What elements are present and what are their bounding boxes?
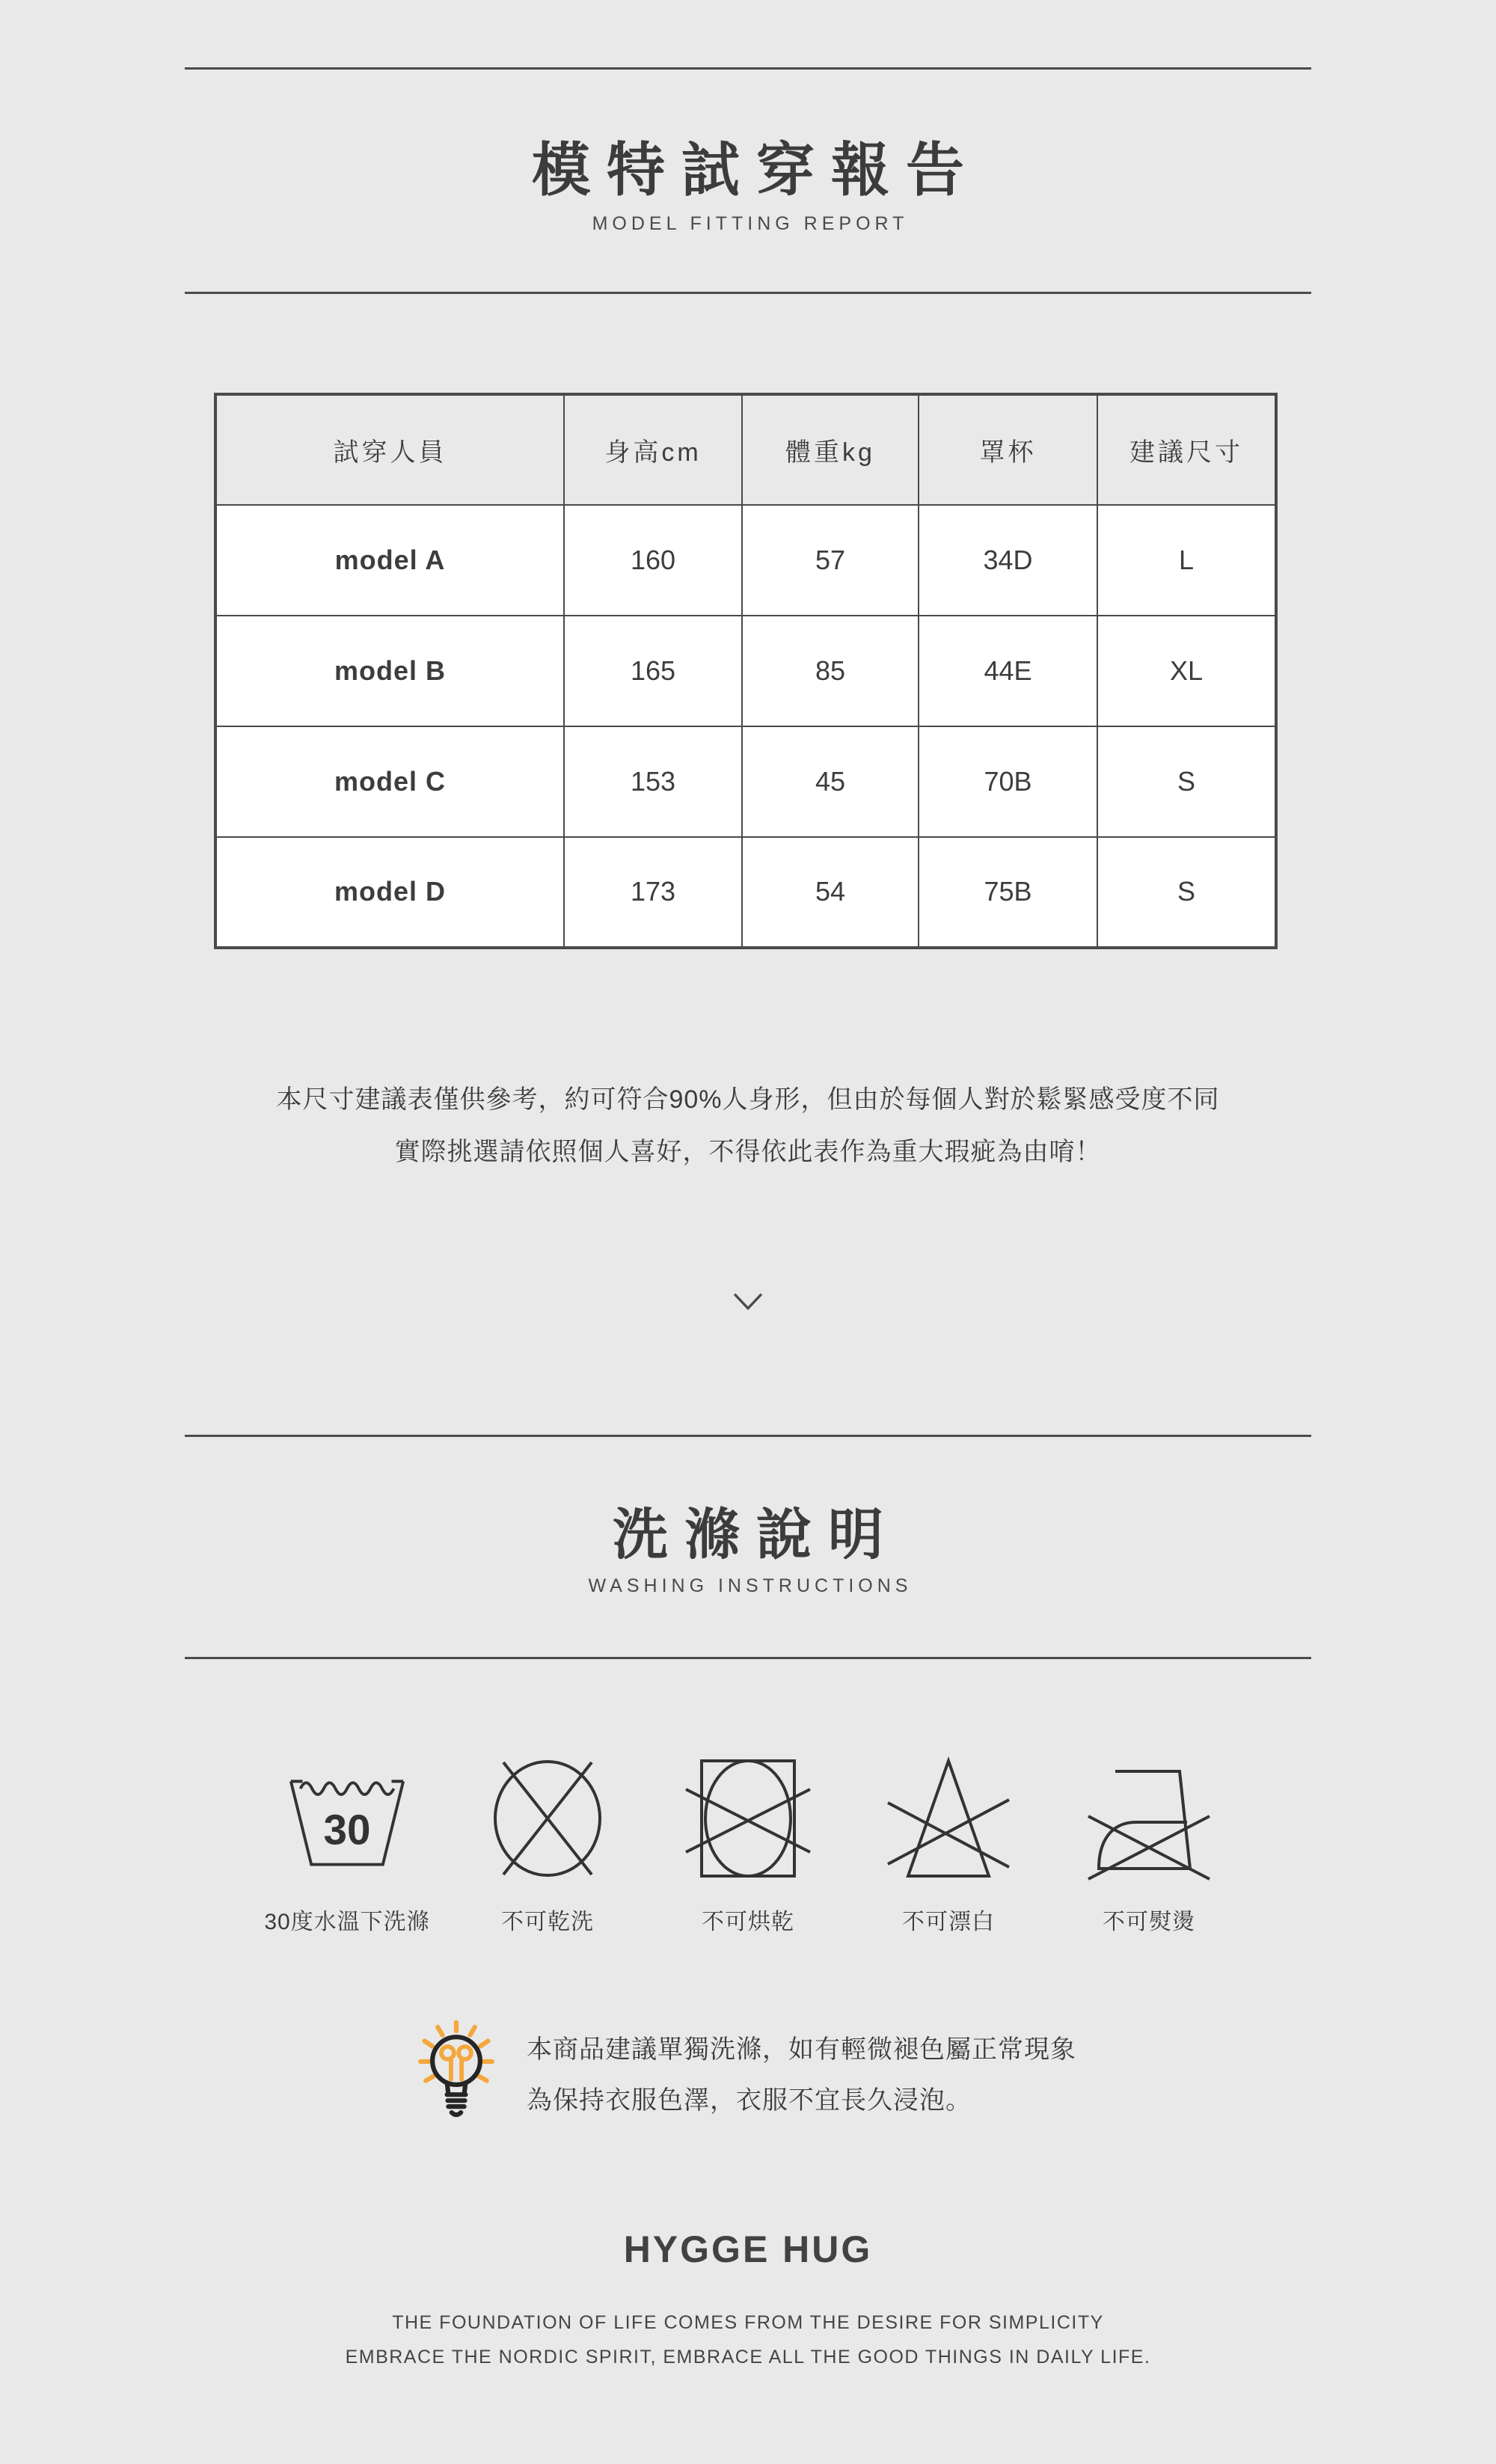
care-item-no-iron xyxy=(1049,1753,1249,1936)
no-iron-icon xyxy=(1085,1755,1213,1882)
cell-model-name: model B xyxy=(215,616,564,726)
cell-weight: 85 xyxy=(742,616,919,726)
cell-model-name: model C xyxy=(215,726,564,837)
washing-tip xyxy=(416,2020,1496,2126)
care-label: 不可烘乾 xyxy=(702,1910,794,1935)
brand-name: HYGGE HUG xyxy=(623,2228,873,2271)
cell-weight: 45 xyxy=(742,726,919,837)
table-row xyxy=(215,505,1276,616)
care-label: 不可漂白 xyxy=(902,1910,995,1935)
cell-height: 160 xyxy=(564,505,742,616)
cell-cup: 75B xyxy=(919,837,1097,948)
washing-title: 洗滌說明 xyxy=(613,1503,900,1566)
table-row xyxy=(215,616,1276,726)
col-header-model: 試穿人員 xyxy=(215,394,564,505)
col-header-cup: 罩杯 xyxy=(919,394,1097,505)
care-item-no-tumble-dry xyxy=(648,1753,848,1936)
cell-cup: 44E xyxy=(919,616,1097,726)
divider-under-title xyxy=(185,292,1311,294)
cell-cup: 34D xyxy=(919,505,1097,616)
col-header-size: 建議尺寸 xyxy=(1097,394,1276,505)
col-header-height: 身高cm xyxy=(564,394,742,505)
size-note xyxy=(0,1073,1496,1178)
washing-tip-line1: 本商品建議單獨洗滌，如有輕微褪色屬正常現象 xyxy=(527,2035,1076,2065)
washing-tip-text xyxy=(527,2024,1076,2126)
fitting-report-subtitle: MODEL FITTING REPORT xyxy=(592,212,909,234)
fitting-report-title: 模特試穿報告 xyxy=(531,137,981,203)
chevron-down-icon xyxy=(732,1292,764,1311)
wash-temp-value: 30 xyxy=(323,1806,371,1854)
cell-size: XL xyxy=(1097,616,1276,726)
divider-top xyxy=(185,67,1311,70)
cell-size: L xyxy=(1097,505,1276,616)
no-tumble-dry-icon xyxy=(684,1755,812,1882)
table-row xyxy=(215,837,1276,948)
col-header-weight: 體重kg xyxy=(742,394,919,505)
lightbulb-icon xyxy=(416,2020,497,2126)
table-row xyxy=(215,726,1276,837)
care-label: 不可乾洗 xyxy=(501,1910,594,1935)
cell-weight: 54 xyxy=(742,837,919,948)
cell-model-name: model A xyxy=(215,505,564,616)
care-label: 不可熨燙 xyxy=(1103,1910,1195,1935)
care-item-no-bleach xyxy=(848,1753,1049,1936)
divider-washing-bottom xyxy=(185,1657,1311,1659)
divider-washing-top xyxy=(185,1435,1311,1437)
cell-cup: 70B xyxy=(919,726,1097,837)
scroll-hint xyxy=(0,1292,1496,1315)
washing-tip-line2: 為保持衣服色澤，衣服不宜長久浸泡。 xyxy=(527,2086,972,2115)
cell-model-name: model D xyxy=(215,837,564,948)
size-note-line1: 本尺寸建議表僅供參考，約可符合90%人身形，但由於每個人對於鬆緊感受度不同 xyxy=(276,1085,1220,1114)
cell-size: S xyxy=(1097,837,1276,948)
no-dry-clean-icon xyxy=(484,1755,611,1882)
fitting-table-header-row xyxy=(215,394,1276,505)
wash-30-icon xyxy=(285,1762,409,1882)
product-detail-page xyxy=(0,67,1496,2464)
care-label: 30度水溫下洗滌 xyxy=(264,1910,430,1935)
cell-height: 173 xyxy=(564,837,742,948)
no-bleach-icon xyxy=(885,1755,1012,1882)
washing-subtitle: WASHING INSTRUCTIONS xyxy=(588,1575,913,1597)
cell-height: 165 xyxy=(564,616,742,726)
size-note-line2: 實際挑選請依照個人喜好，不得依此表作為重大瑕疵為由唷！ xyxy=(394,1137,1102,1166)
brand-tagline-line2: EMBRACE THE NORDIC SPIRIT, EMBRACE ALL THE GOOD THINGS IN DAILY LIFE. xyxy=(345,2347,1151,2368)
care-item-no-dry-clean xyxy=(447,1753,648,1936)
brand-tagline xyxy=(0,2305,1496,2374)
cell-weight: 57 xyxy=(742,505,919,616)
brand-tagline-line1: THE FOUNDATION OF LIFE COMES FROM THE DESIRE FOR SIMPLICITY xyxy=(392,2312,1104,2334)
fitting-table xyxy=(214,393,1278,949)
care-icons-row xyxy=(0,1753,1496,1936)
cell-size: S xyxy=(1097,726,1276,837)
care-item-wash-30 xyxy=(247,1753,447,1936)
cell-height: 153 xyxy=(564,726,742,837)
